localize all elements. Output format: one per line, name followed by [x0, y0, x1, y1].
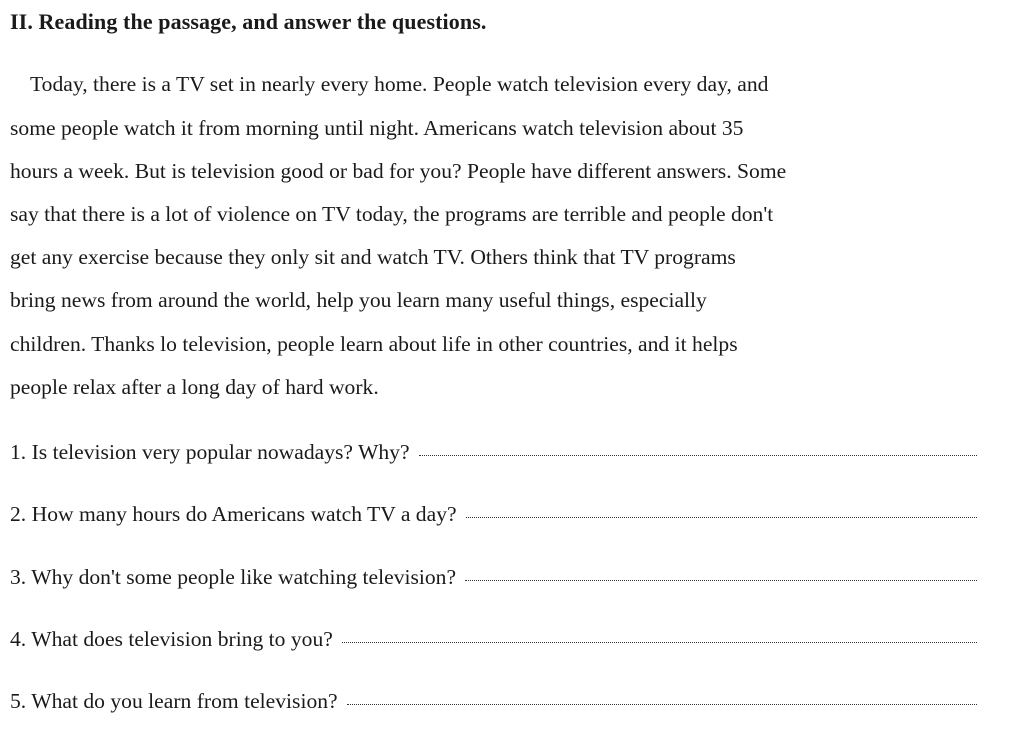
question-item	[10, 689, 977, 714]
question-item	[10, 502, 977, 527]
answer-line[interactable]	[465, 579, 977, 581]
passage-line: get any exercise because they only sit and watch TV. Others think that TV programs	[10, 245, 736, 269]
question-item	[10, 440, 977, 465]
question-item	[10, 565, 977, 590]
passage-line: some people watch it from morning until night. Americans watch television about 35	[10, 116, 744, 140]
passage-line: say that there is a lot of violence on TV today, the programs are terrible and people don't	[10, 202, 774, 226]
question-text: 1. Is television very popular nowadays? Why?	[10, 440, 410, 464]
answer-line[interactable]	[419, 454, 977, 456]
answer-line[interactable]	[347, 703, 977, 705]
passage-line: Today, there is a TV set in nearly every home. People watch television every day, and	[30, 72, 769, 96]
passage-line: hours a week. But is television good or bad for you? People have different answers. Some	[10, 159, 787, 183]
question-text: 5. What do you learn from television?	[10, 689, 338, 713]
question-text: 2. How many hours do Americans watch TV a day?	[10, 502, 457, 526]
answer-line[interactable]	[466, 516, 977, 518]
section-heading: II. Reading the passage, and answer the questions.	[10, 9, 487, 34]
question-text: 4. What does television bring to you?	[10, 627, 333, 651]
question-text: 3. Why don't some people like watching television?	[10, 565, 457, 589]
passage-line: people relax after a long day of hard work.	[10, 375, 379, 399]
question-item	[10, 627, 977, 652]
passage-line: children. Thanks lo television, people learn about life in other countries, and it helps	[10, 332, 738, 356]
passage-line: bring news from around the world, help you learn many useful things, especially	[10, 288, 707, 312]
answer-line[interactable]	[342, 641, 977, 643]
